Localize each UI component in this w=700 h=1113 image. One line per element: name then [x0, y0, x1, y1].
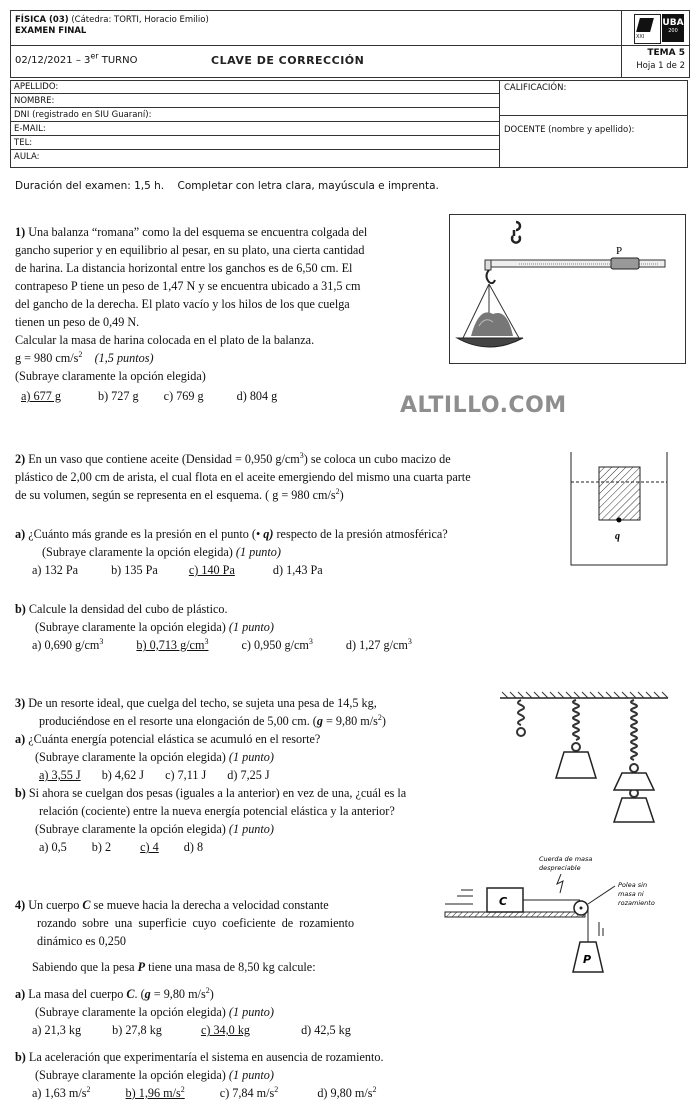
q2b-option-a[interactable]: a) 0,690 $g/cm^3$ [32, 636, 104, 652]
svg-text:Cuerda de masa: Cuerda de masa [539, 855, 593, 863]
cube-in-oil-diagram [570, 452, 668, 566]
field-tel[interactable]: TEL: [11, 137, 499, 150]
q1-option-a[interactable]: a) 677 g [21, 389, 61, 403]
question-1: 1) Una balanza “romana” como la del esquema se encuentra colgada del gancho superior y en equilibrio al pesar, en su plato, una cierta cantidad de harina. La distancia horizontal entre los ganchos es de 6,50 cm. El contrapeso P tiene un peso de 1,47 N y se encuentra ubicado a 31,5 cm del gancho de la derecha. El plato vacío y los hilos de los que cuelga tienen un peso de 0,49 N. Calcular la masa de harina colocada en el plato de la balanza. g = 980 $cm/s^2$ (1,5 puntos) (Subraye claramente la opción elegida) a) 677 g b) 727 g c) 769 g d) 804 g [15, 225, 368, 403]
header-date-cell: 02/12/2021 – 3er TURNO CLAVE DE CORRECCIÓN [11, 46, 622, 77]
q1-option-d[interactable]: d) 804 g [236, 389, 278, 403]
svg-text:rozamiento: rozamiento [618, 899, 655, 907]
question-4: 4) Un cuerpo C se mueve hacia la derecha a velocidad constante rozando sobre una superficie cuyo coeficiente de rozamiento dinámico es 0,250 Sabiendo que la pesa P tiene una masa de 8,50 kg calcule: [15, 898, 355, 974]
q3b-option-d[interactable]: d) 8 [183, 840, 204, 854]
q1-instruction: (Subraye claramente la opción elegida) [15, 369, 206, 383]
tema-cell [622, 46, 689, 77]
q3b-option-a[interactable]: a) 0,5 [39, 840, 67, 854]
q3a-option-d[interactable]: d) 7,25 J [227, 768, 270, 782]
q2a-option-a[interactable]: a) 132 Pa [32, 563, 79, 577]
q4a-option-c[interactable]: c) 34,0 kg [200, 1023, 251, 1037]
q2b-option-b[interactable]: b) 0,713 $g/cm^3$ [136, 636, 209, 652]
q4b-option-a[interactable]: a) 1,63 $m/s^2$ [32, 1084, 91, 1100]
q2b-option-c[interactable]: c) 0,950 $g/cm^3$ [241, 636, 313, 652]
question-3: 3) De un resorte ideal, que cuelga del techo, se sujeta una pesa de 14,5 kg, produciéndose en el resorte una elongación de 5,00 cm. (g = 9,80 $m/s^2$) a) ¿Cuánta energía potencial elástica se acumuló en el resorte? (Subraye claramente la opción elegida) (1 punto) a) 3,55 J b) 4,62 J c) 7,11 J d) 7,25 J b) Si ahora se cuelgan dos pesas (iguales a la anterior) en vez de una, ¿cuál es la relación (cociente) entre la nueva energía potencial elástica y la anterior? (Subraye claramente la opción elegida) (1 punto) a) 0,5 b) 2 c) 4 d) 8 [15, 696, 407, 854]
tema-label: TEMA 5 [647, 48, 685, 58]
question-4a: a) La masa del cuerpo C. (g = 9,80 $m/s^2$) (Subraye claramente la opción elegida) (1 punto) a) 21,3 kg b) 27,8 kg c) 34,0 kg d) 42,5 kg [15, 985, 351, 1037]
q3a-option-c[interactable]: c) 7,11 J [165, 768, 207, 782]
q2b-option-d[interactable]: d) 1,27 $g/cm^3$ [345, 636, 412, 652]
pulley-diagram [443, 852, 688, 982]
header-title-cell [11, 11, 622, 46]
springs-diagram [498, 690, 670, 840]
hoja-label: Hoja 1 de 2 [636, 61, 685, 71]
field-email[interactable]: E-MAIL: [11, 123, 499, 136]
question-4b: b) La aceleración que experimentaría el sistema en ausencia de rozamiento. (Subraye claramente la opción elegida) (1 punto) a) 1,63 $m/s^2$ b) 1,96 $m/s^2$ c) 7,84 $m/s^2$ d) 9,80 $m/s^2$ [15, 1050, 384, 1100]
q2a-option-c[interactable]: c) 140 Pa [188, 563, 235, 577]
docente-label[interactable]: DOCENTE (nombre y apellido): [504, 125, 635, 135]
svg-text:masa ni: masa ni [618, 890, 644, 898]
q4a-option-a[interactable]: a) 21,3 kg [32, 1023, 82, 1037]
q1-option-c[interactable]: c) 769 g [163, 389, 204, 403]
field-aula[interactable]: AULA: [14, 152, 40, 162]
q2a-option-b[interactable]: b) 135 Pa [111, 563, 158, 577]
uba-logo: XXI UBA 200 [622, 11, 689, 46]
q4a-option-d[interactable]: d) 42,5 kg [301, 1023, 351, 1037]
calificacion-label[interactable]: CALIFICACIÓN: [504, 83, 567, 93]
question-2a: a) ¿Cuánto más grande es la presión en el punto (• q) respecto de la presión atmosférica? (Subraye claramente la opción elegida) (1 punto) a) 132 Pa b) 135 Pa c) 140 Pa d) 1,43 Pa [15, 527, 448, 577]
svg-text:P: P [616, 245, 623, 257]
field-nombre[interactable]: NOMBRE: [11, 95, 499, 108]
watermark: ALTILLO.COM [400, 393, 567, 418]
question-2b: b) Calcule la densidad del cubo de plástico. (Subraye claramente la opción elegida) (1 punto) a) 0,690 $g/cm^3$ b) 0,713 $g/cm^3$ c) 0,950 $g/cm^3$ d) 1,27 $g/cm^3$ [15, 602, 412, 652]
subject-title: FÍSICA (03) [15, 15, 69, 25]
q1-option-b[interactable]: b) 727 g [97, 389, 139, 403]
exam-type: EXAMEN FINAL [15, 26, 87, 36]
svg-text:C: C [499, 895, 508, 908]
exam-date: 02/12/2021 – 3 [15, 55, 91, 66]
q4b-option-d[interactable]: d) 9,80 $m/s^2$ [317, 1084, 377, 1100]
balance-diagram [449, 214, 686, 364]
svg-text:despreciable: despreciable [539, 864, 581, 872]
grading-column [499, 81, 688, 167]
q2a-option-d[interactable]: d) 1,43 Pa [272, 563, 323, 577]
q3a-option-b[interactable]: b) 4,62 J [101, 768, 145, 782]
catedra: (Cátedra: TORTI, Horacio Emilio) [71, 15, 209, 25]
svg-text:q: q [615, 531, 620, 542]
q3a-option-a[interactable]: a) 3,55 J [39, 768, 81, 782]
q3b-option-c[interactable]: c) 4 [140, 840, 159, 854]
field-apellido[interactable]: APELLIDO: [11, 81, 499, 94]
q4a-option-b[interactable]: b) 27,8 kg [112, 1023, 162, 1037]
student-info-form [10, 80, 688, 168]
exam-header [10, 10, 690, 78]
clave-title: CLAVE DE CORRECCIÓN [211, 54, 365, 67]
svg-text:P: P [583, 953, 592, 966]
exam-instructions: Duración del examen: 1,5 h. Completar con letra clara, mayúscula e imprenta. [15, 180, 439, 192]
q3b-option-b[interactable]: b) 2 [91, 840, 112, 854]
question-2: 2) En un vaso que contiene aceite (Densidad = 0,950 $g/cm^3$) se coloca un cubo macizo de plástico de 2,00 cm de arista, el cual flota en el aceite emergiendo del mismo una cuarta parte de su volumen, según se representa en el esquema. ( g = 980 $cm/s^2$) [15, 450, 471, 502]
q4b-option-b[interactable]: b) 1,96 $m/s^2$ [125, 1084, 185, 1100]
q4b-option-c[interactable]: c) 7,84 $m/s^2$ [219, 1084, 279, 1100]
field-dni[interactable]: DNI (registrado en SIU Guaraní): [11, 109, 499, 122]
svg-text:Polea sin: Polea sin [618, 881, 648, 889]
